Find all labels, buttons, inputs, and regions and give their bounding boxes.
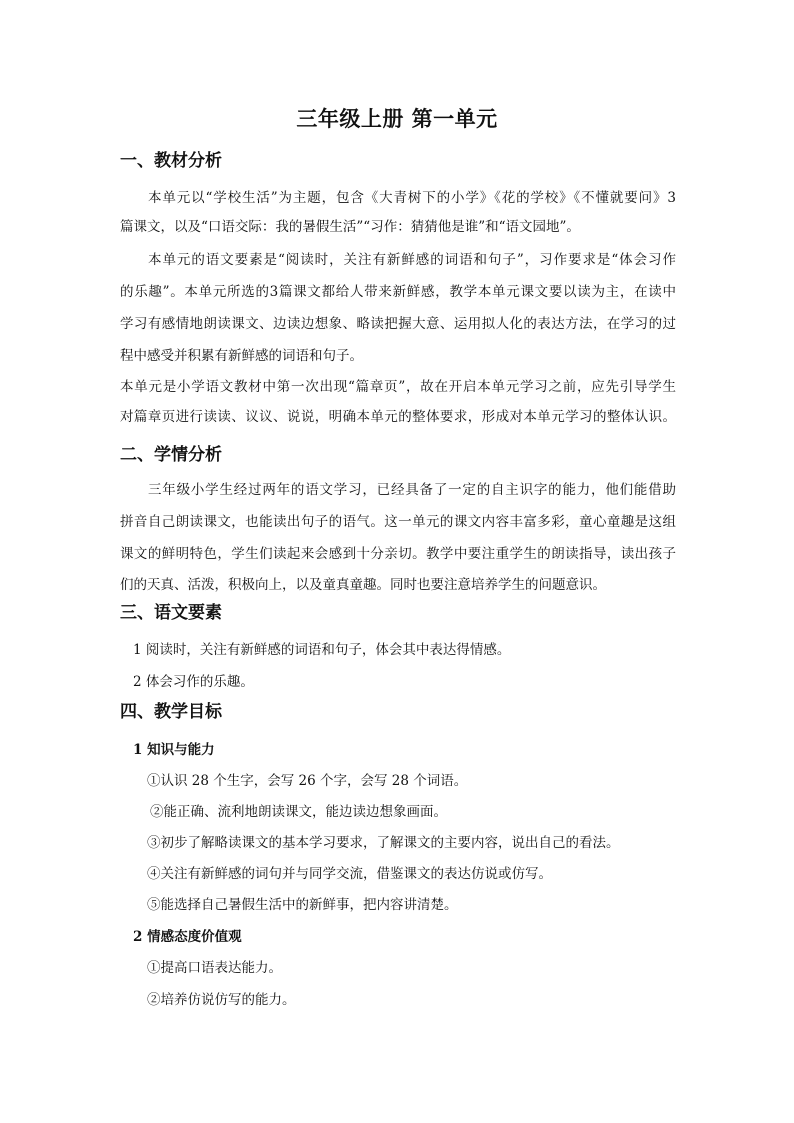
section-heading-teaching-goals: 四、教学目标 bbox=[120, 702, 222, 722]
paragraph-line: 程中感受并积累有新鲜感的词语和句子。 bbox=[120, 348, 363, 364]
list-item: ①认识 28 个生字，会写 26 个字，会写 28 个词语。 bbox=[147, 773, 468, 789]
list-item: ④关注有新鲜感的词句并与同学交流，借鉴课文的表达仿说或仿写。 bbox=[147, 866, 552, 882]
paragraph-line: 的乐趣”。本单元所选的3篇课文都给人带来新鲜感，教学本单元课文要以读为主，在读中 bbox=[120, 284, 676, 300]
list-item: ①提高口语表达能力。 bbox=[147, 960, 282, 976]
section-heading-language-elements: 三、语文要素 bbox=[120, 603, 222, 623]
paragraph-line: 拼音自己朗读课文，也能读出句子的语气。这一单元的课文内容丰富多彩，童心童趣是这组 bbox=[120, 514, 676, 530]
paragraph-line: 课文的鲜明特色，学生们读起来会感到十分亲切。教学中要注重学生的朗读指导，读出孩子 bbox=[120, 546, 676, 562]
paragraph-line: 本单元是小学语文教材中第一次出现“篇章页”，故在开启本单元学习之前，应先引导学生 bbox=[120, 379, 676, 395]
list-item: ②能正确、流利地朗读课文，能边读边想象画面。 bbox=[150, 804, 447, 820]
subheading-knowledge-ability: 1 知识与能力 bbox=[133, 742, 215, 758]
list-item: ③初步了解略读课文的基本学习要求，了解课文的主要内容，说出自己的看法。 bbox=[147, 835, 620, 851]
list-item: 1 阅读时，关注有新鲜感的词语和句子，体会其中表达得情感。 bbox=[133, 642, 511, 658]
paragraph-line: 对篇章页进行读读、议议、说说，明确本单元的整体要求，形成对本单元学习的整体认识。 bbox=[120, 409, 676, 425]
list-item: ②培养仿说仿写的能力。 bbox=[147, 992, 296, 1008]
list-item: 2 体会习作的乐趣。 bbox=[133, 674, 254, 690]
subheading-emotion-values: 2 情感态度价值观 bbox=[133, 929, 242, 945]
paragraph-line: 学习有感情地朗读课文、边读边想象、略读把握大意、运用拟人化的表达方法，在学习的过 bbox=[120, 316, 676, 332]
list-item: ⑤能选择自己暑假生活中的新鲜事，把内容讲清楚。 bbox=[147, 897, 458, 913]
paragraph-line: 们的天真、活泼，积极向上，以及童真童趣。同时也要注意培养学生的问题意识。 bbox=[120, 577, 606, 593]
section-heading-student-analysis: 二、学情分析 bbox=[120, 445, 222, 465]
paragraph-line: 三年级小学生经过两年的语文学习，已经具备了一定的自主识字的能力，他们能借助 bbox=[148, 482, 676, 498]
paragraph-line: 本单元以“学校生活”为主题，包含《大青树下的小学》《花的学校》《不懂就要问》3 bbox=[148, 190, 676, 206]
paragraph-line: 篇课文，以及“口语交际：我的暑假生活”“习作：猜猜他是谁”和“语文园地”。 bbox=[120, 219, 580, 235]
paragraph-line: 本单元的语文要素是“阅读时，关注有新鲜感的词语和句子”，习作要求是“体会习作 bbox=[148, 252, 676, 268]
page-title: 三年级上册 第一单元 bbox=[296, 106, 498, 131]
section-heading-textbook-analysis: 一、教材分析 bbox=[120, 151, 222, 171]
